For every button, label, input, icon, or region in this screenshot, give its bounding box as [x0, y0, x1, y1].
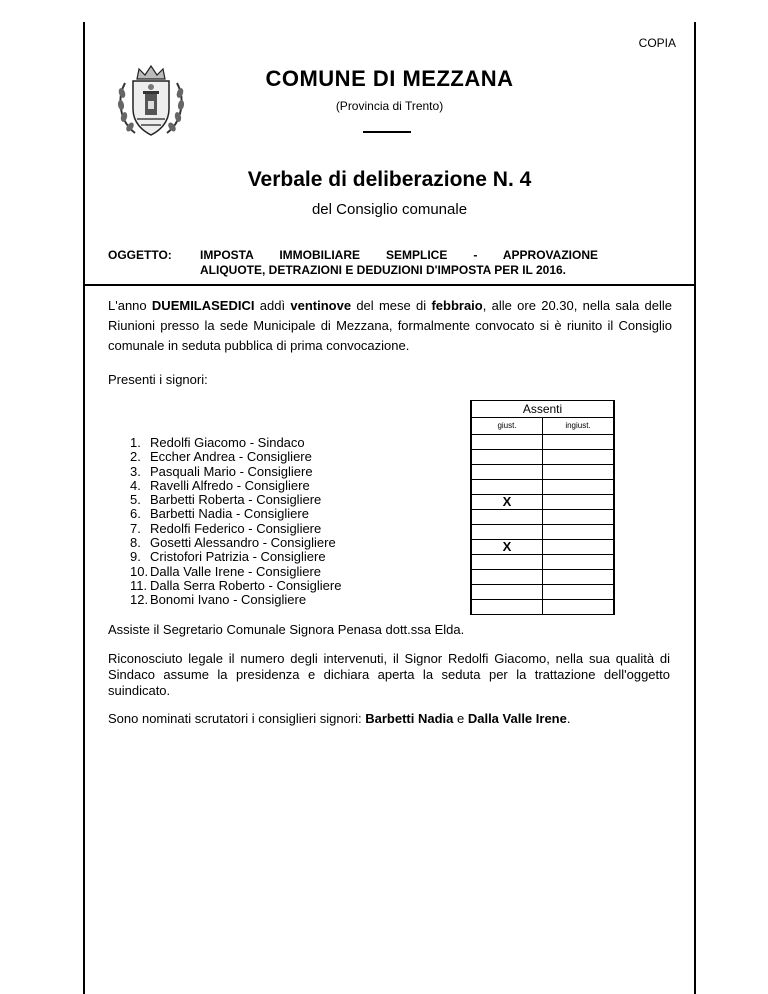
right-margin-line — [694, 22, 696, 994]
justified-cell: X — [471, 495, 543, 510]
member-number: 8. — [130, 535, 141, 551]
list-item — [130, 593, 341, 607]
absent-header: Assenti — [471, 401, 614, 418]
absent-row — [471, 465, 614, 480]
member-number: 11. — [130, 577, 148, 593]
members-list — [130, 436, 341, 608]
subject-line-1: IMPOSTA IMMOBILIARE SEMPLICE - APPROVAZIONE — [200, 248, 598, 262]
unjustified-cell — [543, 600, 615, 615]
document-subtitle: del Consiglio comunale — [311, 201, 468, 218]
member-name: Bonomi Ivano - Consigliere — [150, 592, 307, 608]
member-number: 5. — [130, 492, 141, 508]
absent-row — [471, 585, 614, 600]
unjustified-cell — [543, 525, 615, 540]
justified-cell — [471, 570, 543, 585]
list-item — [130, 450, 341, 464]
scrutineers-statement — [108, 711, 570, 726]
list-item — [130, 565, 341, 579]
unjustified-cell — [543, 450, 615, 465]
list-item — [130, 479, 341, 493]
intro-text-4: , alle ore 20.30, nella sala delle Riunioni presso la sede Municipale di Mezzana, formalmente convocato si è riunito il Consiglio comunale in seduta pubblica di prima convocazione. — [108, 298, 672, 353]
member-name: Dalla Serra Roberto - Consigliere — [150, 577, 342, 593]
title-divider — [363, 131, 411, 133]
unjustified-cell — [543, 435, 615, 450]
unjustified-cell — [543, 480, 615, 495]
document-title: Verbale di deliberazione N. 4 — [247, 168, 532, 191]
list-item — [130, 550, 341, 564]
subject-line-2: ALIQUOTE, DETRAZIONI E DEDUZIONI D'IMPOSTA PER IL 2016. — [200, 263, 567, 277]
unjustified-column-header: ingiust. — [543, 418, 615, 435]
member-number: 2. — [130, 449, 141, 465]
justified-column-header: giust. — [471, 418, 543, 435]
absent-row — [471, 570, 614, 585]
scrutineers-and: e — [453, 711, 468, 726]
intro-day: ventinove — [290, 298, 352, 313]
scrutineers-suffix: . — [566, 711, 571, 726]
justified-cell — [471, 465, 543, 480]
municipality-title: COMUNE DI MEZZANA — [265, 66, 514, 91]
member-name: Gosetti Alessandro - Consigliere — [150, 535, 336, 551]
intro-year: DUEMILASEDICI — [151, 298, 255, 313]
member-name: Pasquali Mario - Consigliere — [150, 463, 313, 479]
member-number: 1. — [130, 435, 141, 450]
subject-label: OGGETTO: — [108, 248, 172, 262]
unjustified-cell — [543, 465, 615, 480]
intro-text-2: addì — [254, 298, 291, 313]
member-name: Dalla Valle Irene - Consigliere — [150, 563, 322, 579]
scrutineer-name-2: Dalla Valle Irene — [467, 711, 567, 726]
recognition-paragraph: Riconosciuto legale il numero degli intervenuti, il Signor Redolfi Giacomo, nella sua qualità di Sindaco assume la presidenza e dichiara aperta la seduta per la trattazione dell'oggetto suindicato. — [108, 651, 670, 698]
member-name: Cristofori Patrizia - Consigliere — [150, 549, 326, 565]
intro-text-3: del mese di — [351, 298, 432, 313]
list-item — [130, 507, 341, 521]
absent-row — [471, 540, 614, 555]
unjustified-cell — [543, 555, 615, 570]
province-subtitle: (Provincia di Trento) — [335, 99, 444, 113]
member-number: 6. — [130, 506, 141, 522]
intro-text-1: L'anno — [108, 298, 152, 313]
member-name: Barbetti Nadia - Consigliere — [150, 506, 309, 522]
member-number: 7. — [130, 520, 141, 536]
member-number: 10. — [130, 563, 149, 579]
absent-row — [471, 435, 614, 450]
justified-cell — [471, 435, 543, 450]
unjustified-cell — [543, 510, 615, 525]
member-number: 3. — [130, 463, 141, 479]
absent-table — [470, 400, 615, 615]
member-name: Eccher Andrea - Consigliere — [150, 449, 312, 465]
secretary-statement: Assiste il Segretario Comunale Signora Penasa dott.ssa Elda. — [108, 622, 465, 637]
member-number: 12. — [130, 592, 149, 608]
member-name: Ravelli Alfredo - Consigliere — [150, 477, 310, 493]
list-item — [130, 522, 341, 536]
justified-cell — [471, 585, 543, 600]
present-label: Presenti i signori: — [108, 372, 208, 387]
copy-label: COPIA — [638, 36, 676, 50]
list-item — [130, 579, 341, 593]
absent-row — [471, 480, 614, 495]
absent-row — [471, 525, 614, 540]
justified-cell: X — [471, 540, 543, 555]
member-name: Barbetti Roberta - Consigliere — [150, 492, 322, 508]
section-divider — [83, 284, 696, 286]
absent-row — [471, 555, 614, 570]
unjustified-cell — [543, 540, 615, 555]
subject-text — [200, 248, 598, 278]
justified-cell — [471, 510, 543, 525]
scrutineer-name-1: Barbetti Nadia — [365, 711, 454, 726]
list-item — [130, 465, 341, 479]
justified-cell — [471, 480, 543, 495]
list-item — [130, 436, 341, 450]
member-name: Redolfi Giacomo - Sindaco — [150, 435, 305, 450]
intro-paragraph — [108, 296, 672, 356]
justified-cell — [471, 450, 543, 465]
list-item — [130, 536, 341, 550]
list-item — [130, 493, 341, 507]
absent-row — [471, 495, 614, 510]
justified-cell — [471, 525, 543, 540]
unjustified-cell — [543, 570, 615, 585]
member-number: 4. — [130, 477, 141, 493]
scrutineers-prefix: Sono nominati scrutatori i consiglieri signori: — [108, 711, 366, 726]
absent-row — [471, 450, 614, 465]
member-number: 9. — [130, 549, 141, 565]
intro-month: febbraio — [431, 298, 483, 313]
unjustified-cell — [543, 495, 615, 510]
unjustified-cell — [543, 585, 615, 600]
justified-cell — [471, 600, 543, 615]
member-name: Redolfi Federico - Consigliere — [150, 520, 322, 536]
justified-cell — [471, 555, 543, 570]
absent-row — [471, 510, 614, 525]
absent-row — [471, 600, 614, 615]
